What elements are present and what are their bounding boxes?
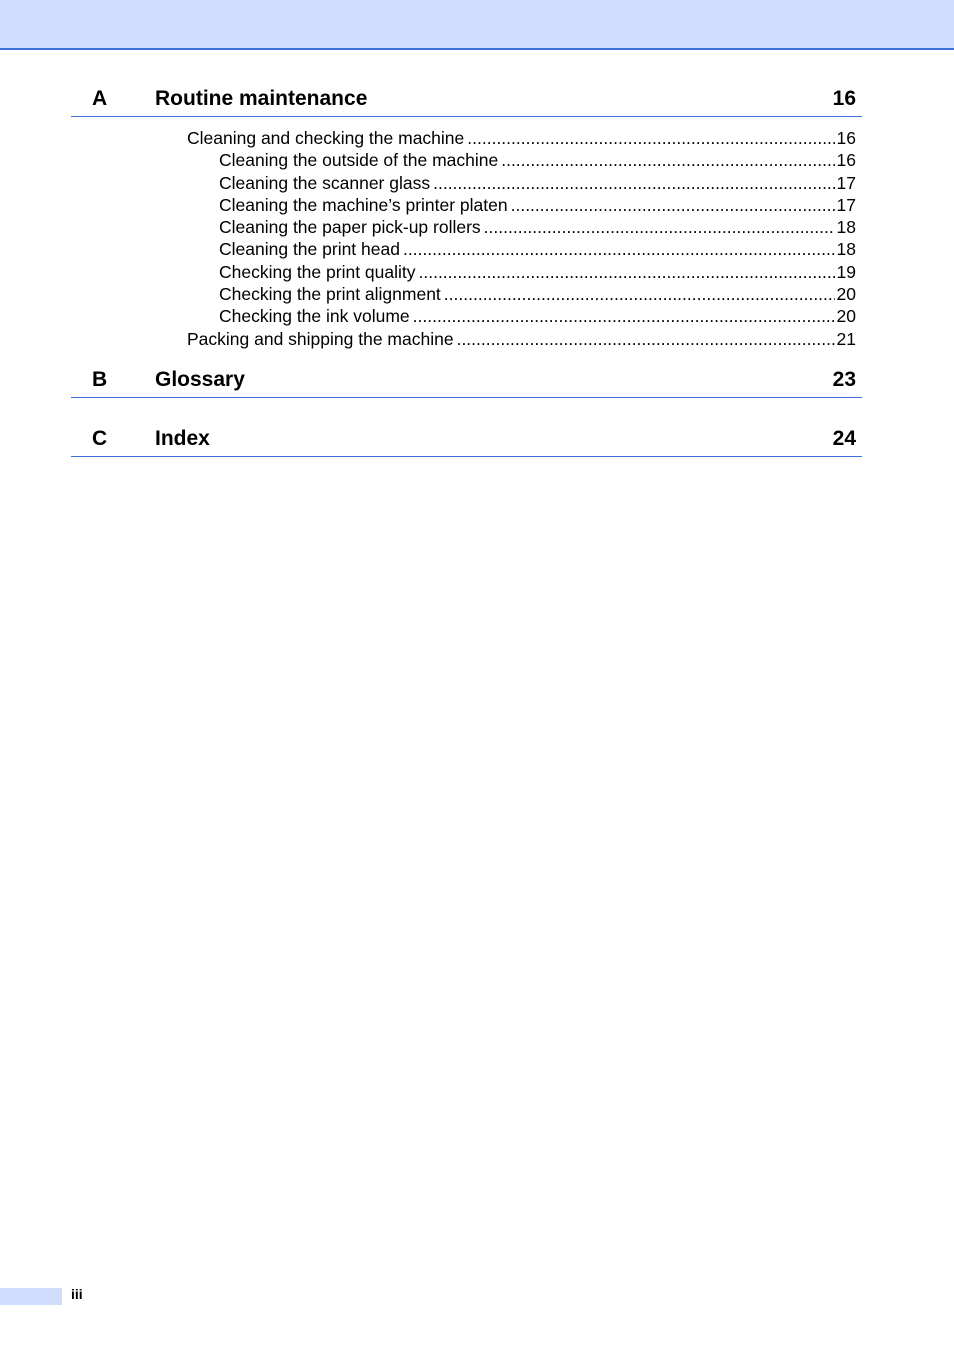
dot-leader	[501, 149, 834, 171]
toc-entry-label: Cleaning the print head	[219, 239, 400, 260]
dot-leader	[419, 261, 835, 283]
chapter-page-number: 16	[832, 87, 856, 110]
toc-entry[interactable]	[71, 261, 862, 283]
toc-entry[interactable]	[71, 328, 862, 350]
chapter-title: Routine maintenance	[155, 87, 368, 110]
chapter-heading[interactable]	[71, 363, 862, 398]
dot-leader	[413, 305, 835, 327]
chapter-heading[interactable]	[71, 82, 862, 117]
chapter-heading[interactable]	[71, 422, 862, 457]
footer-page-number: iii	[71, 1286, 83, 1302]
dot-leader	[511, 194, 835, 216]
chapter-entries	[71, 117, 862, 363]
dot-leader	[444, 283, 835, 305]
dot-leader	[433, 172, 834, 194]
chapter-a	[71, 82, 862, 363]
dot-leader	[403, 238, 835, 260]
chapter-letter: B	[92, 367, 108, 391]
footer-band	[0, 1288, 62, 1305]
toc-entry-page: 17	[836, 194, 856, 215]
toc-entry[interactable]	[71, 216, 862, 238]
toc-entry[interactable]	[71, 305, 862, 327]
toc-entry-page: 16	[836, 150, 856, 171]
toc-entry-page: 17	[836, 172, 856, 193]
toc-entry-page: 21	[836, 328, 856, 349]
spacer	[71, 398, 862, 422]
toc-entry-label: Checking the ink volume	[219, 306, 410, 327]
toc-entry[interactable]	[71, 127, 862, 149]
toc-entry[interactable]	[71, 283, 862, 305]
chapter-title: Glossary	[155, 367, 245, 391]
chapter-b	[71, 363, 862, 422]
toc-entry-page: 20	[836, 306, 856, 327]
chapter-letter: A	[92, 87, 108, 110]
toc-entry[interactable]	[71, 238, 862, 260]
header-band	[0, 0, 954, 50]
toc-entry-label: Packing and shipping the machine	[187, 328, 454, 349]
chapter-title: Index	[155, 426, 210, 450]
toc-entry-label: Cleaning the outside of the machine	[219, 150, 499, 171]
toc-entry-label: Cleaning the scanner glass	[219, 172, 431, 193]
toc-entry-label: Cleaning the machine’s printer platen	[219, 194, 508, 215]
chapter-page-number: 24	[832, 426, 856, 450]
table-of-contents	[71, 82, 862, 457]
dot-leader	[484, 216, 835, 238]
toc-entry-page: 18	[836, 239, 856, 260]
toc-entry-label: Cleaning and checking the machine	[187, 128, 465, 148]
toc-entry-label: Cleaning the paper pick-up rollers	[219, 217, 481, 238]
toc-entry-label: Checking the print alignment	[219, 284, 441, 305]
toc-entry-page: 19	[836, 261, 856, 282]
toc-entry-page: 18	[836, 217, 856, 238]
dot-leader	[457, 328, 835, 350]
toc-entry[interactable]	[71, 149, 862, 171]
dot-leader	[467, 127, 834, 149]
toc-entry-page: 16	[836, 128, 856, 148]
chapter-c	[71, 422, 862, 457]
toc-entry-page: 20	[836, 284, 856, 305]
chapter-page-number: 23	[832, 367, 856, 391]
toc-entry[interactable]	[71, 194, 862, 216]
chapter-letter: C	[92, 426, 108, 450]
toc-entry-label: Checking the print quality	[219, 261, 416, 282]
toc-entry[interactable]	[71, 172, 862, 194]
